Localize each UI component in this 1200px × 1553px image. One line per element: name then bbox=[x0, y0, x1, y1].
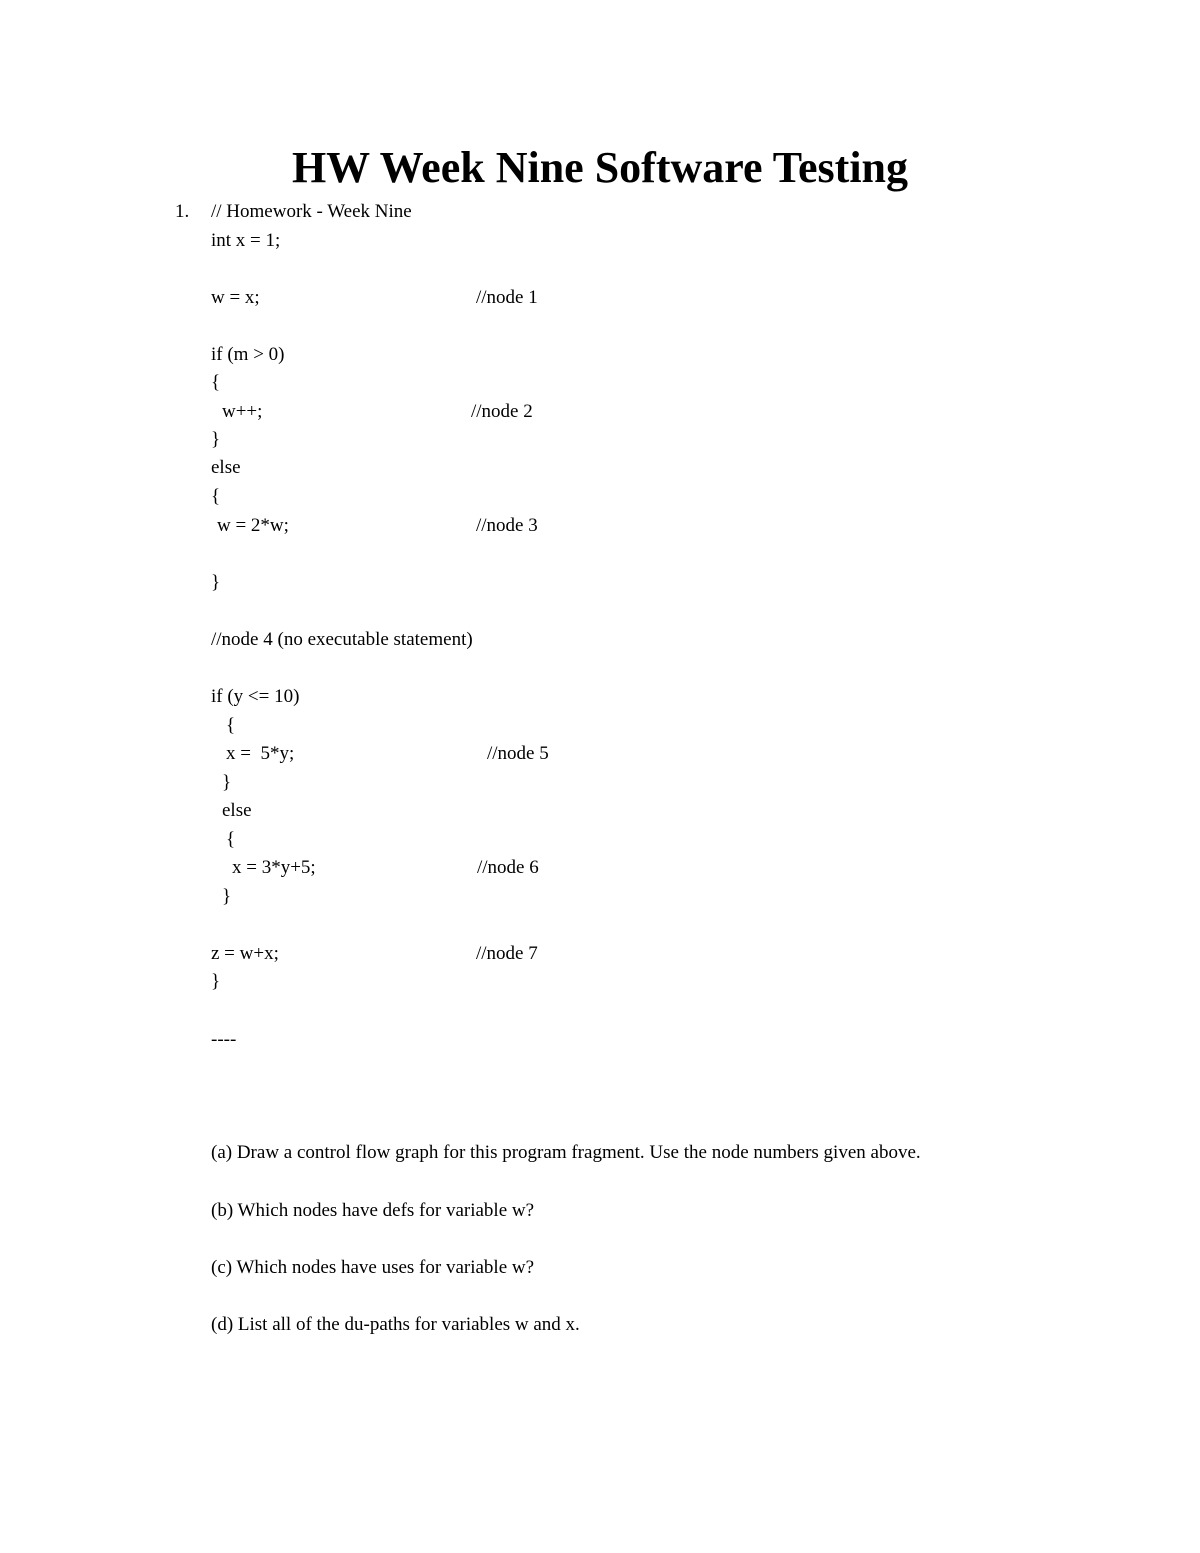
code-line-decl-x: int x = 1; bbox=[211, 230, 281, 251]
code-comment-node3: //node 3 bbox=[476, 515, 538, 536]
code-line-open-brace-3: { bbox=[226, 715, 236, 736]
question-b: (b) Which nodes have defs for variable w? bbox=[211, 1200, 535, 1221]
code-comment-node1: //node 1 bbox=[476, 287, 538, 308]
code-line-open-brace-1: { bbox=[211, 372, 221, 393]
question-d: (d) List all of the du-paths for variables w and x. bbox=[211, 1314, 580, 1335]
item-number: 1. bbox=[175, 201, 190, 222]
code-line-x-5y: x = 5*y; bbox=[226, 743, 295, 764]
code-comment-node4: //node 4 (no executable statement) bbox=[211, 629, 473, 650]
code-comment-node2: //node 2 bbox=[471, 401, 533, 422]
code-line-open-brace-2: { bbox=[211, 486, 221, 507]
code-line-if-y: if (y <= 10) bbox=[211, 686, 300, 707]
code-line-x-3y5: x = 3*y+5; bbox=[232, 857, 316, 878]
code-line-close-brace-5: } bbox=[211, 971, 221, 992]
code-line-close-brace-4: } bbox=[222, 886, 232, 907]
code-line-w-double: w = 2*w; bbox=[217, 515, 289, 536]
document-title: HW Week Nine Software Testing bbox=[291, 143, 909, 192]
code-line-else-2: else bbox=[222, 800, 252, 821]
code-line-close-brace-3: } bbox=[222, 772, 232, 793]
code-line-if-m: if (m > 0) bbox=[211, 344, 285, 365]
code-line-else-1: else bbox=[211, 457, 241, 478]
question-a: (a) Draw a control flow graph for this program fragment. Use the node numbers given above. bbox=[211, 1142, 921, 1163]
code-comment-node5: //node 5 bbox=[487, 743, 549, 764]
code-comment-node6: //node 6 bbox=[477, 857, 539, 878]
code-comment-node7: //node 7 bbox=[476, 943, 538, 964]
code-line-close-brace-1: } bbox=[211, 429, 221, 450]
code-separator: ---- bbox=[211, 1029, 237, 1050]
code-line-open-brace-4: { bbox=[226, 829, 236, 850]
code-line-w-inc: w++; bbox=[222, 401, 263, 422]
code-line-close-brace-2: } bbox=[211, 572, 221, 593]
question-c: (c) Which nodes have uses for variable w? bbox=[211, 1257, 535, 1278]
code-line-w-assign: w = x; bbox=[211, 287, 260, 308]
code-line-header-comment: // Homework - Week Nine bbox=[211, 201, 412, 222]
code-line-z: z = w+x; bbox=[211, 943, 279, 964]
